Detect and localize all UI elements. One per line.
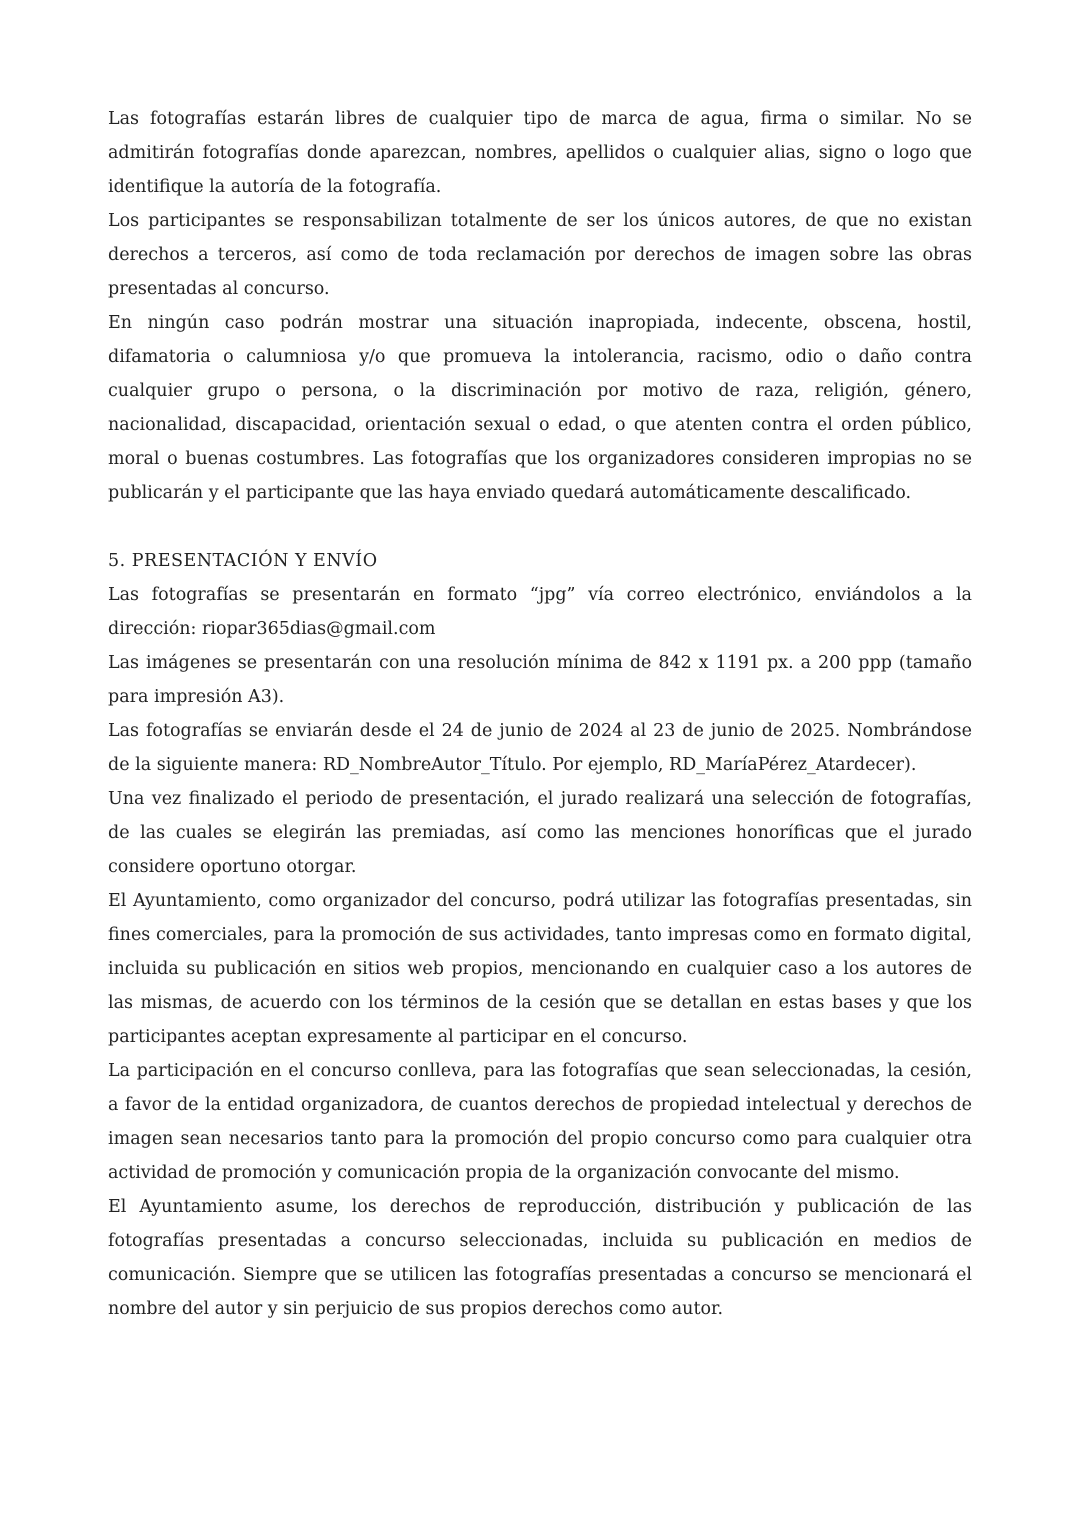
section-heading: 5. PRESENTACIÓN Y ENVÍO (108, 551, 378, 571)
paragraph-usage-rights: El Ayuntamiento, como organizador del concurso, podrá utilizar las fotografías presentadas, sin fines comerciales, para la promoción de sus actividades, tanto impresas como en formato digital, incluida su publicación en sitios web propios, mencionando en cualquier caso a los autores de las mismas, de acuerdo con los términos de la cesión que se detallan en estas bases y que los participantes aceptan expresamente al participar en el concurso. (108, 891, 972, 1047)
paragraph-submission-format: Las fotografías se presentarán en formato “jpg” vía correo electrónico, enviándolos a la dirección: riopar365dias@gmail.com (108, 585, 972, 639)
paragraph-watermark-rules: Las fotografías estarán libres de cualquier tipo de marca de agua, firma o similar. No se admitirán fotografías donde aparezcan, nombres, apellidos o cualquier alias, signo o logo que identifique la autoría de la fotografía. (108, 109, 972, 197)
document-page (108, 102, 972, 1326)
paragraph-spacer (108, 510, 972, 544)
paragraph-submission-dates: Las fotografías se enviarán desde el 24 de junio de 2024 al 23 de junio de 2025. Nombrándose de la siguiente manera: RD_NombreAutor_Título. Por ejemplo, RD_MaríaPérez_Atardecer). (108, 721, 972, 775)
paragraph-resolution: Las imágenes se presentarán con una resolución mínima de 842 x 1191 px. a 200 ppp (tamaño para impresión A3). (108, 653, 972, 707)
paragraph-authorship-responsibility: Los participantes se responsabilizan totalmente de ser los únicos autores, de que no existan derechos a terceros, así como de toda reclamación por derechos de imagen sobre las obras presentadas al concurso. (108, 211, 972, 299)
paragraph-jury-selection: Una vez finalizado el periodo de presentación, el jurado realizará una selección de fotografías, de las cuales se elegirán las premiadas, así como las menciones honoríficas que el jurado considere oportuno otorgar. (108, 789, 972, 877)
paragraph-content-restrictions: En ningún caso podrán mostrar una situación inapropiada, indecente, obscena, hostil, difamatoria o calumniosa y/o que promueva la intolerancia, racismo, odio o daño contra cualquier grupo o persona, o la discriminación por motivo de raza, religión, género, nacionalidad, discapacidad, orientación sexual o edad, o que atenten contra el orden público, moral o buenas costumbres. Las fotografías que los organizadores consideren impropias no se publicarán y el participante que las haya enviado quedará automáticamente descalificado. (108, 313, 972, 503)
paragraph-rights-transfer: La participación en el concurso conlleva, para las fotografías que sean seleccionadas, la cesión, a favor de la entidad organizadora, de cuantos derechos de propiedad intelectual y derechos de imagen sean necesarios tanto para la promoción del propio concurso como para cualquier otra actividad de promoción y comunicación propia de la organización convocante del mismo. (108, 1061, 972, 1183)
paragraph-reproduction-rights: El Ayuntamiento asume, los derechos de reproducción, distribución y publicación de las fotografías presentadas a concurso seleccionadas, incluida su publicación en medios de comunicación. Siempre que se utilicen las fotografías presentadas a concurso se mencionará el nombre del autor y sin perjuicio de sus propios derechos como autor. (108, 1197, 972, 1319)
